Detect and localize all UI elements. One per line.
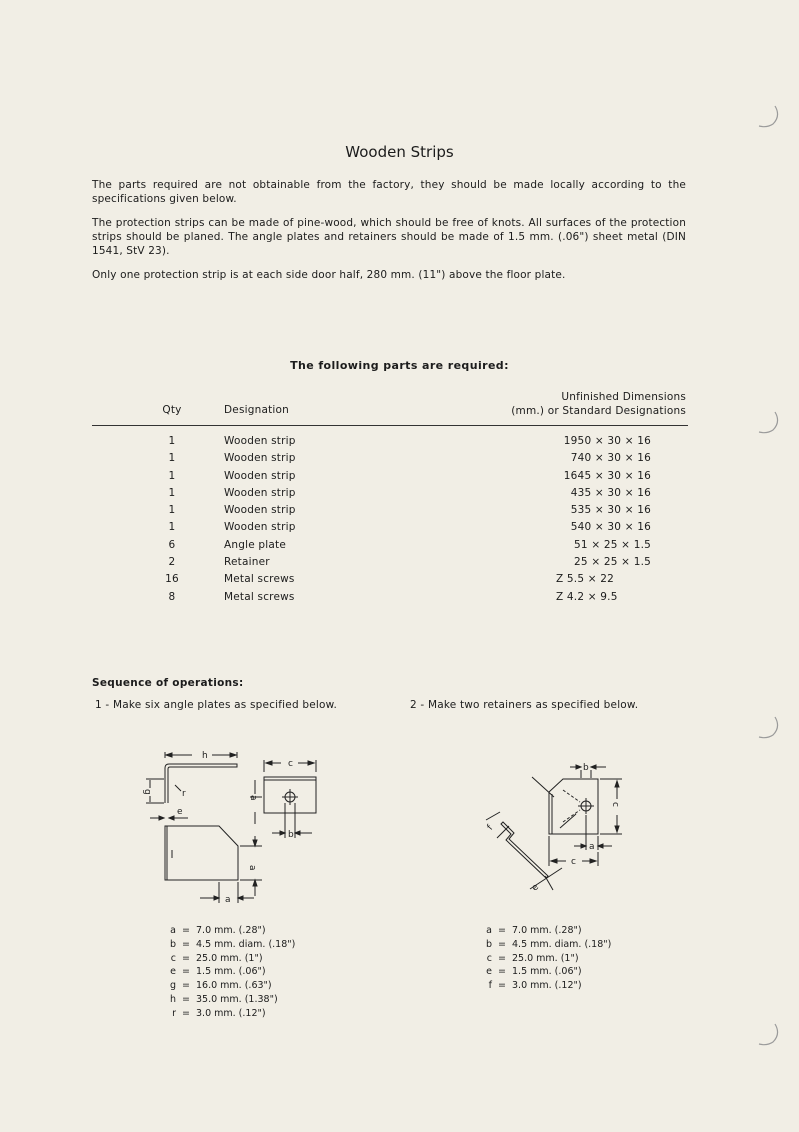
angle-plate-legend xyxy=(166,924,295,1021)
fig1-label-e: e xyxy=(177,807,183,817)
fig2-label-c-side: c xyxy=(610,802,620,807)
retainer-legend xyxy=(482,924,611,993)
legend-key: b xyxy=(169,938,176,950)
legend-equals: = xyxy=(182,938,190,950)
legend-value: 3.0 mm. (.12") xyxy=(512,980,582,992)
fig1-label-b: b xyxy=(288,830,294,840)
legend-key: e xyxy=(486,966,492,978)
legend-value: 1.5 mm. (.06") xyxy=(196,966,266,978)
dimensions-cell: 25 × 25 × 1.5 xyxy=(574,556,651,569)
qty-cell: 1 xyxy=(168,435,176,447)
dimensions-cell: 435 × 30 × 16 xyxy=(570,486,651,499)
qty-cell: 1 xyxy=(168,469,176,482)
intro-paragraph: The parts required are not obtainable from the factory, they should be made locally according to the specifications given below. xyxy=(92,179,686,205)
qty-cell: 1 xyxy=(168,521,176,534)
legend-key: g xyxy=(169,980,176,992)
legend-equals: = xyxy=(498,938,506,950)
fig1-label-r: r xyxy=(182,789,186,799)
fig1-label-a-top: a xyxy=(248,795,258,801)
dimensions-header-line1: Unfinished Dimensions xyxy=(561,391,686,403)
legend-item xyxy=(482,965,611,979)
dimensions-cell: 740 × 30 × 16 xyxy=(570,452,651,465)
dimensions-cell: Z 4.2 × 9.5 xyxy=(556,590,618,603)
retainer-side-profile xyxy=(501,822,548,878)
legend-equals: = xyxy=(498,966,506,978)
legend-value: 4.5 mm. diam. (.18") xyxy=(196,938,296,950)
fig1-label-g: g xyxy=(142,789,152,795)
legend-value: 1.5 mm. (.06") xyxy=(512,966,582,978)
legend-equals: = xyxy=(498,925,506,936)
fig1-label-a-side: a xyxy=(247,865,257,871)
designation-cell: Wooden strip xyxy=(224,469,296,482)
dimensions-cell: 535 × 30 × 16 xyxy=(570,504,651,517)
designation-cell: Wooden strip xyxy=(224,504,296,517)
legend-equals: = xyxy=(182,980,190,992)
legend-value: 7.0 mm. (.28") xyxy=(512,925,582,936)
legend-key: r xyxy=(172,1007,176,1019)
dimensions-header-line2: (mm.) or Standard Designations xyxy=(511,405,686,417)
designation-cell: Metal screws xyxy=(224,573,295,586)
qty-cell: 6 xyxy=(168,538,176,551)
legend-key: f xyxy=(488,980,492,992)
qty-cell: 2 xyxy=(168,556,176,569)
legend-item xyxy=(166,965,295,979)
dimensions-cell: 1950 × 30 × 16 xyxy=(563,435,651,447)
legend-equals: = xyxy=(182,993,190,1005)
designation-cell: Wooden strip xyxy=(224,486,296,499)
designation-cell: Angle plate xyxy=(224,538,287,551)
legend-equals: = xyxy=(182,966,190,978)
fig2-label-b: b xyxy=(583,763,589,773)
legend-item xyxy=(166,993,295,1007)
legend-equals: = xyxy=(498,952,506,964)
parts-heading: The following parts are required: xyxy=(290,359,509,372)
qty-cell: 16 xyxy=(165,573,179,586)
fig1-label-a-bottom: a xyxy=(225,895,231,905)
material-paragraph: The protection strips can be made of pine-wood, which should be free of knots. All surfaces of the protection strips should be planed. The angle plates and retainers should be made of 1.5 mm. (.06") sheet metal (DIN 1541, StV 23). xyxy=(92,217,686,257)
legend-value: 25.0 mm. (1") xyxy=(512,952,579,964)
designation-cell: Retainer xyxy=(224,556,270,569)
legend-item xyxy=(166,938,295,952)
legend-key: e xyxy=(170,966,176,978)
legend-key: h xyxy=(169,993,176,1005)
designation-column-header: Designation xyxy=(224,404,290,416)
legend-item xyxy=(166,924,295,938)
position-paragraph: Only one protection strip is at each side door half, 280 mm. (11") above the floor plate. xyxy=(92,269,566,281)
fig1-label-h: h xyxy=(202,751,208,761)
legend-item xyxy=(482,924,611,938)
legend-value: 16.0 mm. (.63") xyxy=(196,980,272,992)
fig2-label-a: a xyxy=(589,842,595,852)
legend-key: b xyxy=(485,938,492,950)
legend-item xyxy=(482,952,611,966)
legend-item xyxy=(166,1007,295,1021)
legend-item xyxy=(166,952,295,966)
page-title: Wooden Strips xyxy=(345,143,454,161)
legend-key: a xyxy=(486,925,492,936)
qty-cell: 1 xyxy=(168,452,176,465)
legend-key: c xyxy=(170,952,176,964)
fig2-label-f: f xyxy=(485,823,496,833)
legend-key: a xyxy=(170,925,176,936)
designation-cell: Wooden strip xyxy=(224,435,296,447)
qty-cell: 8 xyxy=(168,590,176,603)
step-1-text: 1 - Make six angle plates as specified below. xyxy=(95,699,337,711)
legend-item xyxy=(482,979,611,993)
legend-key: c xyxy=(486,952,492,964)
legend-equals: = xyxy=(182,952,190,964)
designation-cell: Wooden strip xyxy=(224,521,296,534)
legend-item xyxy=(482,938,611,952)
qty-cell: 1 xyxy=(168,486,176,499)
legend-equals: = xyxy=(182,1007,190,1019)
designation-cell: Metal screws xyxy=(224,590,295,603)
fig2-label-e: e xyxy=(530,882,542,894)
legend-value: 35.0 mm. (1.38") xyxy=(196,993,278,1005)
qty-column-header: Qty xyxy=(162,404,182,416)
legend-value: 4.5 mm. diam. (.18") xyxy=(512,938,612,950)
dimensions-cell: 1645 × 30 × 16 xyxy=(563,469,651,482)
dimensions-cell: 540 × 30 × 16 xyxy=(570,521,651,534)
dimensions-cell: Z 5.5 × 22 xyxy=(556,573,615,586)
fig2-label-c-bottom: c xyxy=(571,857,576,867)
qty-cell: 1 xyxy=(168,504,176,517)
legend-equals: = xyxy=(498,980,506,992)
legend-value: 3.0 mm. (.12") xyxy=(196,1007,266,1019)
step-2-text: 2 - Make two retainers as specified below. xyxy=(410,699,639,711)
designation-cell: Wooden strip xyxy=(224,452,296,465)
legend-equals: = xyxy=(182,925,190,936)
legend-item xyxy=(166,979,295,993)
fig1-label-c: c xyxy=(288,759,293,769)
sequence-heading: Sequence of operations: xyxy=(92,677,244,689)
dimensions-cell: 51 × 25 × 1.5 xyxy=(574,538,651,551)
legend-value: 7.0 mm. (.28") xyxy=(196,925,266,936)
legend-value: 25.0 mm. (1") xyxy=(196,952,263,964)
